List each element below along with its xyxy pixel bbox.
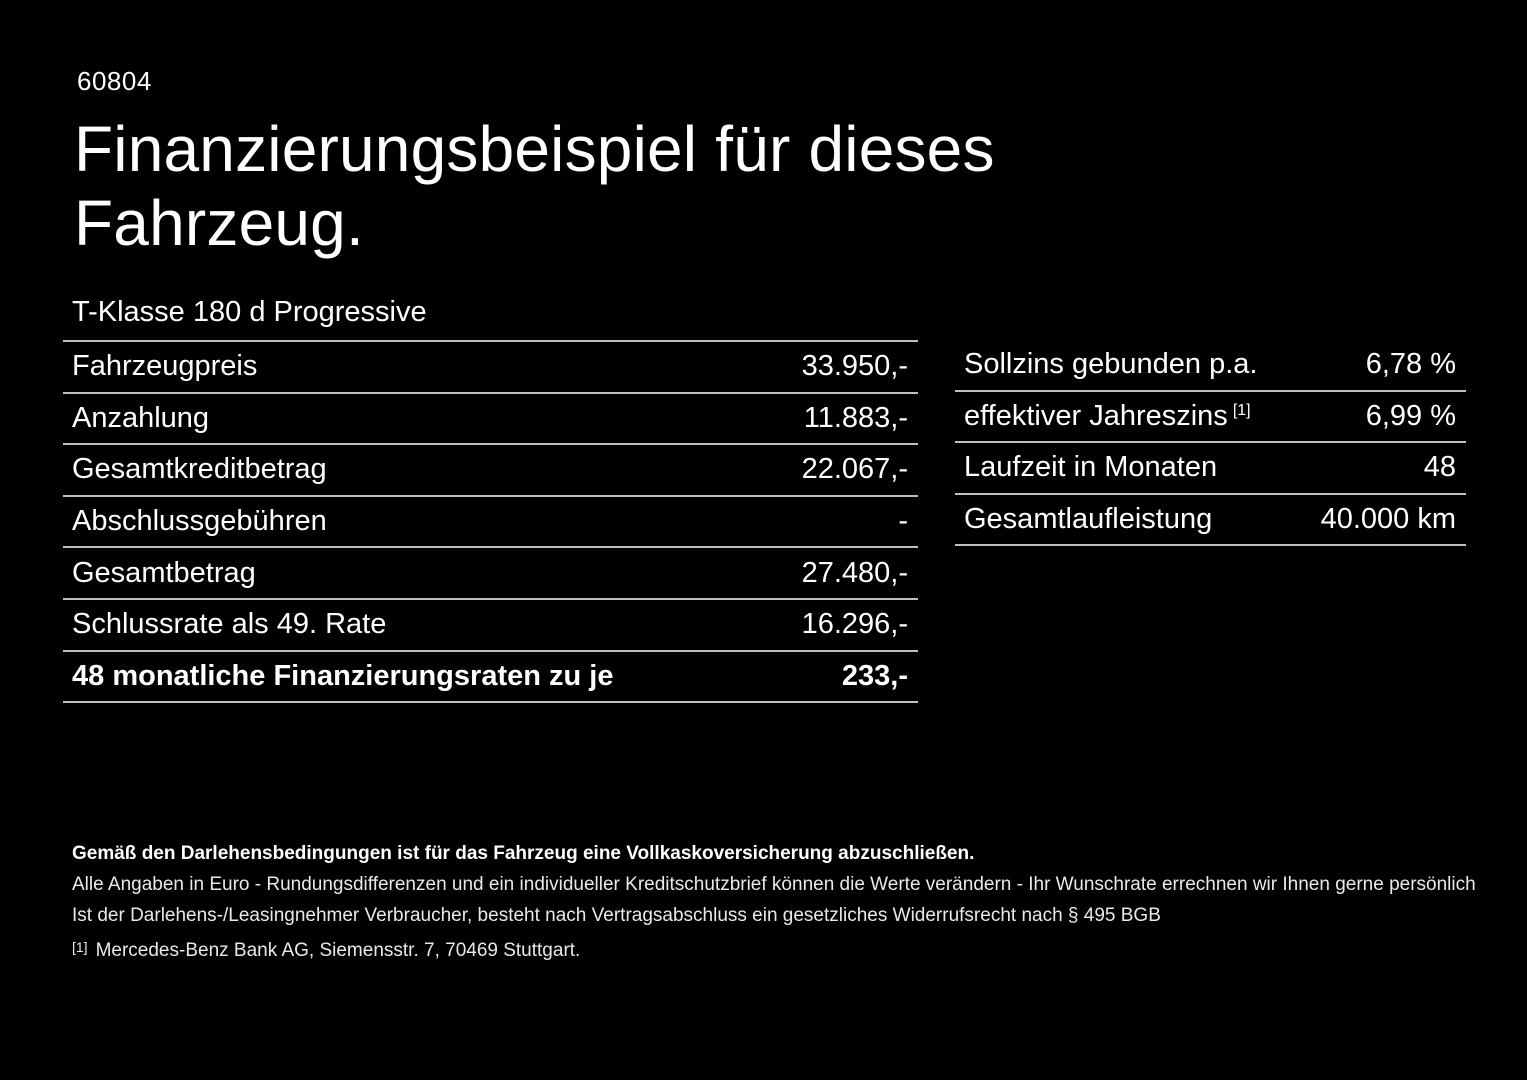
table-row-sollzins [955, 340, 1466, 392]
row-label: Abschlussgebühren [72, 505, 327, 538]
vehicle-model: T-Klasse 180 d Progressive [72, 296, 427, 328]
footnote-marker: [1] [72, 939, 88, 955]
row-value: 27.480,- [801, 556, 908, 589]
row-label: Anzahlung [72, 401, 210, 434]
table-row-gesamtlaufleistung [955, 495, 1466, 547]
table-row-gesamtkreditbetrag [63, 445, 918, 497]
table-row-abschlussgebuehren [63, 497, 918, 549]
table-row-fahrzeugpreis [63, 342, 918, 394]
row-label: Gesamtlaufleistung [964, 503, 1213, 536]
row-label [964, 400, 1251, 433]
footnote-insurance: Gemäß den Darlehensbedingungen ist für das Fahrzeug eine Vollkaskoversicherung abzuschließen. [72, 843, 975, 864]
row-label: Gesamtkreditbetrag [72, 453, 327, 486]
table-row-gesamtbetrag [63, 548, 918, 600]
row-label: Schlussrate als 49. Rate [72, 608, 387, 641]
row-value: 16.296,- [801, 608, 908, 641]
terms-table [955, 340, 1466, 546]
row-label: Fahrzeugpreis [72, 350, 258, 383]
row-label: 48 monatliche Finanzierungsraten zu je [72, 659, 614, 692]
row-value: 6,78 % [1365, 348, 1456, 381]
row-value: 6,99 % [1365, 399, 1456, 432]
row-value: 48 [1423, 451, 1456, 484]
offer-number: 60804 [77, 66, 152, 96]
row-value: 22.067,- [801, 453, 908, 486]
footnotes [72, 843, 1522, 971]
row-value: 11.883,- [803, 401, 908, 434]
footnote-euro-disclaimer: Alle Angaben in Euro - Rundungsdifferenzen und ein individueller Kreditschutzbrief können die Werte verändern - Ihr Wunschrate errechnen wir Ihnen gerne persönlich [72, 874, 1476, 895]
row-label: Gesamtbetrag [72, 556, 256, 589]
table-row-anzahlung [63, 394, 918, 446]
row-label: Sollzins gebunden p.a. [964, 348, 1258, 381]
row-label: Laufzeit in Monaten [964, 451, 1218, 484]
footnote-bank [72, 936, 1522, 962]
table-row-effektiver-jahreszins [955, 392, 1466, 444]
row-value: 40.000 km [1320, 503, 1456, 536]
row-value: 233,- [841, 659, 908, 692]
financing-table [63, 340, 918, 703]
row-value: - [898, 505, 908, 538]
row-label-text: effektiver Jahreszins [964, 399, 1228, 432]
table-row-monatsrate [63, 652, 918, 704]
footnote-bank-text: Mercedes-Benz Bank AG, Siemensstr. 7, 70469 Stuttgart. [95, 940, 581, 961]
page-title [74, 112, 995, 260]
footnote-widerrufsrecht: Ist der Darlehens-/Leasingnehmer Verbraucher, besteht nach Vertragsabschluss ein gesetzliches Widerrufsrecht nach § 495 BGB [72, 905, 1161, 926]
page-title-line2: Fahrzeug. [74, 187, 364, 259]
page-title-line1: Finanzierungsbeispiel für dieses [74, 113, 995, 185]
footnote-marker: [1] [1232, 401, 1251, 419]
table-row-laufzeit [955, 443, 1466, 495]
row-value: 33.950,- [801, 350, 908, 383]
table-row-schlussrate [63, 600, 918, 652]
